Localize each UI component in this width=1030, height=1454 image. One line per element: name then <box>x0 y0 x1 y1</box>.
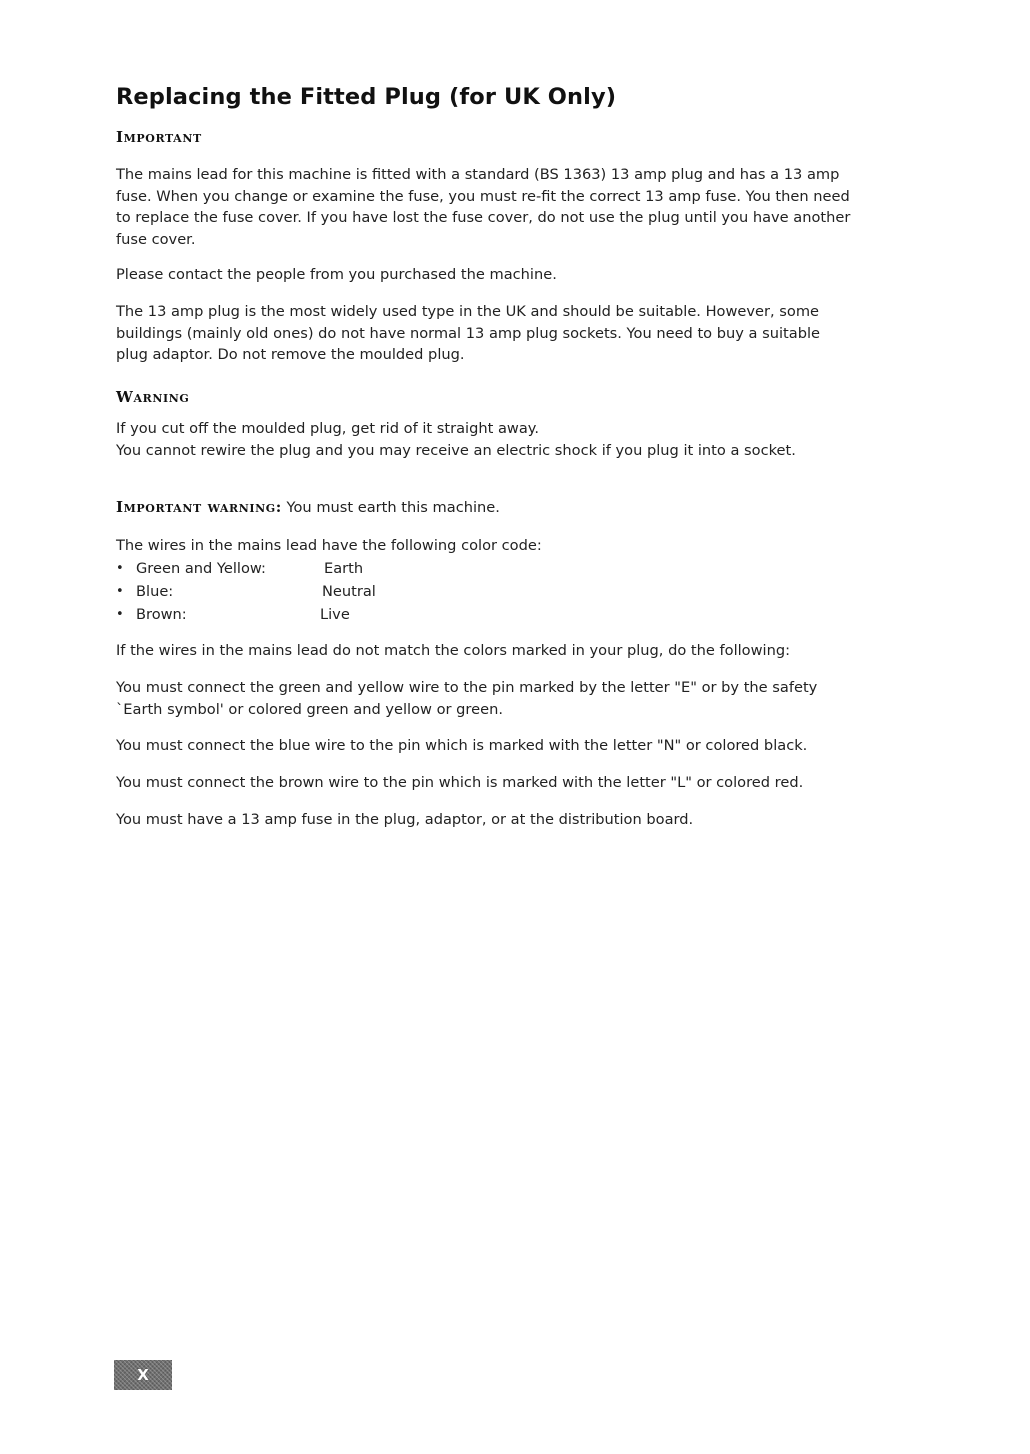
important-heading: Important <box>116 128 202 146</box>
text-line: plug adaptor. Do not remove the moulded plug. <box>116 346 465 363</box>
important-paragraph-3 <box>116 301 926 366</box>
warning-heading: Warning <box>116 388 190 406</box>
blue-wire-paragraph: You must connect the blue wire to the pin which is marked with the letter "N" or colored black. <box>116 737 808 754</box>
text-line: The 13 amp plug is the most widely used type in the UK and should be suitable. However, some <box>116 303 820 320</box>
text-line: fuse. When you change or examine the fuse, you must re-fit the correct 13 amp fuse. You then need <box>116 187 850 205</box>
text-line: If you cut off the moulded plug, get rid of it straight away. <box>116 420 539 437</box>
page-title: Replacing the Fitted Plug (for UK Only) <box>116 84 617 110</box>
bullet-icon: • <box>116 584 124 599</box>
wire-function: Earth <box>324 560 364 577</box>
wire-color-label: Green and Yellow: <box>136 560 266 577</box>
brown-wire-paragraph: You must connect the brown wire to the pin which is marked with the letter "L" or colored red. <box>116 774 804 791</box>
wire-function: Live <box>320 606 350 623</box>
important-warning-text: You must earth this machine. <box>281 499 500 516</box>
wire-code-intro: The wires in the mains lead have the following color code: <box>116 537 542 554</box>
text-line: You must connect the green and yellow wire to the pin marked by the letter "E" or by the safety <box>116 679 818 696</box>
fuse-paragraph: You must have a 13 amp fuse in the plug, adaptor, or at the distribution board. <box>116 811 694 828</box>
page-number-text: X <box>137 1366 149 1384</box>
important-warning-paragraph <box>116 497 926 519</box>
text-line: `Earth symbol' or colored green and yellow or green. <box>116 700 503 718</box>
list-item <box>116 557 516 580</box>
list-item <box>116 603 516 626</box>
important-warning-label: Important warning: <box>116 498 282 516</box>
text-line: buildings (mainly old ones) do not have normal 13 amp plug sockets. You need to buy a suitable <box>116 324 820 342</box>
wire-mismatch-paragraph: If the wires in the mains lead do not match the colors marked in your plug, do the following: <box>116 642 791 659</box>
page-number-badge <box>114 1360 172 1390</box>
text-line: to replace the fuse cover. If you have lost the fuse cover, do not use the plug until you have another <box>116 209 851 226</box>
text-line: You cannot rewire the plug and you may receive an electric shock if you plug it into a socket. <box>116 441 796 459</box>
wire-function: Neutral <box>322 583 376 600</box>
text-line: fuse cover. <box>116 230 196 248</box>
list-item <box>116 580 516 603</box>
wire-color-list <box>116 557 516 626</box>
important-paragraph-2: Please contact the people from you purchased the machine. <box>116 266 557 283</box>
warning-paragraph <box>116 418 926 461</box>
bullet-icon: • <box>116 607 124 622</box>
green-yellow-wire-paragraph <box>116 677 926 720</box>
wire-color-label: Brown: <box>136 606 187 623</box>
bullet-icon: • <box>116 561 124 576</box>
text-line: The mains lead for this machine is fitted with a standard (BS 1363) 13 amp plug and has a 13 amp <box>116 166 840 183</box>
wire-color-label: Blue: <box>136 583 174 600</box>
important-paragraph-1 <box>116 164 926 250</box>
